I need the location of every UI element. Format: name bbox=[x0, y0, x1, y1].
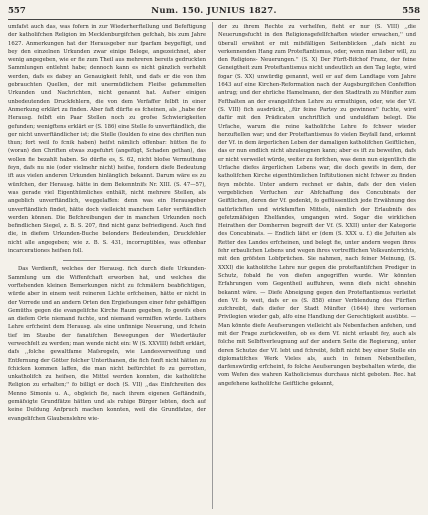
column-divider bbox=[212, 22, 213, 509]
left-paragraph-1: umfafst auch das, was fofern in zur Wiederherftellung und Befeftigung der katholifchen Religion im Mecklenburgifchen gefchah, bis zum Jahre 1627. Anmerkungen hat der Herausgeber nur fparfam beygefügt, und bey den einzelnen Urkunden zwar einige Belege, angezeichnet, aber wenig angegeben, wie er fie zum Theil aus mehreren bereits gedruckten Sammlungen entlehnt habe; dennoch kann es nicht gänzlich verhehlt werden, dafs es dabey an Genauigkeit fehlt, und dafs er die von ihm gebrauchten Quellen, der mit unermüdlichem Fleifse gefammelten Urkunden und Nachrichten, nicht genannt hat. Aufser einigen unbedeutenden Druckfehlern, die von dem Verfaffer felbft in einer Anmerkung erklärt zu finden. Aber faft dürfte es fcheinen, als ,,habe der Herausg. felbft ein Paar Stellen noch zu grofse Schwierigkeiten gefunden; wenigftens erklärt er (S. 186) eine Stelle fo unverftändlich, die ger nicht unverftändlicher ist; die Stelle (Ioulden fo eine des chriften nun thun; fort weil fo fcnik haben) heifst nämlich offenbar: hütten fie fo (woran) den Chriften etwas zugefuhrt (angefügt, Schaden gethan), das wollen fie bezahlt haben. So dürfte es, S. 62, nicht blofse Vermuthung feyn, dafs nu nie (oder vielmehr nicht) heifse, fondern diefe Bedeutung ift aus vielen anderen Urkunden hinlänglich bekannt. Darum wäre es zu wünfchen, der Herausg. hätte in dem Bekenntnifs Nr. XIII. (S. 47—57), was gerade viel Eigenthümliches enthält, nicht mehrere Stellen, als angeblich unverftändlich, weggelaffen: denn was ein Herausgeber unverftändlich findet, hätte doch vielleicht manchem Lefer verftändlich werden können. Die Befchreibungen der in manchen Urkunden noch befindlichen Siegel, z. B. S. 207, find nicht ganz befriedigend. Auch find die, in diefem Urkunden-Buche belonders Bedeutenden, Druckfehler nicht alle angegeben; wie z. B. S. 431, incorruptibles, was offenbar incarcerationes heifsen foll. bbox=[8, 24, 206, 255]
page-number-right: 558 bbox=[402, 6, 420, 16]
right-column bbox=[218, 23, 416, 509]
header-rule bbox=[8, 19, 420, 20]
issue-title: Num. 150. JUNIUS 1827. bbox=[151, 6, 277, 16]
page-number-left: 557 bbox=[8, 6, 26, 16]
right-paragraph-1: der zu ihrem Rechte zu verhelfen, fieht er nur (S. VIII) ,,die Neuerungsfucht in den Religionsgefellfchaften wieder erwachen,'' und überall erwähnt er mit mifsfälligen Seitenblicken ,,dafs nicht zu verkennenden Hang zum Proteftantismus, oder, wenn man lieber will, zu den Religions- Neuerungen.'' (S. X) Der Fürft-Bifchof Franz, der feine Geneigtheit zum Proteftantismus nicht undeutlich an den Tag legte, wird fogar (S. XX) unwürdig genannt, weil er auf dem Landtage vom Jahre 1643 auf eine Kirchen-Reformation nach der Augsburgifchen Confeffion antrug; und der ehrliche Hamelmann, der den Stadtrath zu Münfter zum Fefthalten an der evangelifchen Lehre zu ermuthigen, oder, wie der Vf. (S. VIII) fich ausdrückt, ,,für feine Partey zu gewinnen'' fuchte, wird dafür mit den Prädicaten unchriftlich und unduldfam belegt. Die Urfache, warum die reine katholifche Lehre fo fchwer wieder herzuftellen war; und der Proteftantismus fo vielen Beyfall fand, erkennt der Vf. in dem ärgerlichen Leben der damaligen katholifchen Geiftlichen, das er nun endlich nicht abzuleugnen kann; aber es ift zu beweifen, dafs er nicht verweilet würde, weiter zu forfchen, was denn nun eigentlich die Urfache diefes ärgerlichen Lebens war, die doch gewifs in dem, der katholifchen Kirche eigenthümlichen Inftitutionen nicht fchwer zu finden feyn möchte. Unter andern rechnet er dahin, dafs der den vielen vergeblichen Verfuchen zur Abfchaffung des Concubinats der Geiftlichen, deren der Vf. gedenkt, fo geflüssentlich jede Erwähnung des natürlichften und wirkfamften Mittels, nämlich der Erlaubnifs des gefetzmäfsigen Ehelfandes, umgangen wird. Sogar die wirklichen Heirathen der Domherren begreift der Vf. (S. XXII) unter der Kategorie des Concubinats. — Endlich läfst er (dem (S. XXX u. f.) die Jefuiten als Retter des Landes erfcheinen, und belegt fie, unter andern wegen ihres fehr erbaulichen Lebens und wegen ihres vortrefflichen Volksunterrichts, mit den gröfsten Lobfprüchen. Sie nahmen, nach feiner Meinung, (S. XXXI) die katholifche Lehre nur gegen die proteftantifchen Prediger in Schutz, fobald fie von diefen angegriffen wurde. Wir könnten Erfahrungen vom Gegentheil auffuhren, wenn diefs nicht ohnehin bekannt wäre. — Diefe Abneigung gegen den Proteftantismus verleitet den Vf. fo weit, dafs er es (S. 858) einer Verblendung des Fürften zufchreibt, dafs diefer der Stadt Münfter (1644) ihre verlornen Privilegien wieder gab, alfo eine Handlung der Gerechtigkeit ausübte. — Man könnte diefe Aeufserungen vielleicht als Nebenfachen anfehen, und mit der Frage zurückweifen, ob es dem Vf. nicht erlaubt fey, auch als folche mit Selbftverleugnung auf der andern Seite die Regierung, unter deren Schutze der Vf. lebt und fchreibt, felbft nicht bey einer Stelle ein diplomatifches Werk Vieles als, auch in feinen Nebentheilen, darfenswürdig erfcheint, fo folche Aeufserungen beybehalten würde, die vom Wefen des wahren Katholicismus durchaus nicht geboten. Rec. hat angefehene katholifche Geiftliche gekannt, bbox=[218, 24, 416, 387]
section-separator bbox=[63, 260, 151, 261]
page-header bbox=[8, 6, 420, 18]
left-paragraph-2: Das Verdienft, welches der Herausg. fich durch diefe Urkunden-Sammlung um die Wiffenfchaft erworben hat, und welches die vorftehenden kleinen Bemerkungen nicht zu fchmälern beabfichtigen, würde aber in einem weit reineren Lichte erfcheinen, hätte er nicht in der Vorrede und an andern Orten den Ergiefsungen einer fehr gehäffigen Gemüths gegen die evangelifche Kirche Raum gegeben, fo gewifs eben an diefem Orte niemand fuchte, und niemand vermiffen würde. Luthers Lehre erfcheint dem Herausg. als eine unfinnige Neuerung, und fchein tief im Staube der fanatifchen Bewegungen der Wiedertäufer verwechfelt zu werden; man wende nicht ein: W (S. XXVIII) felbft erklärt, dafs ,,folche gewaltfame Maſsregeln, wie Landesverweifung und Entfernung der Götter folcher Unterthanen, die fich fonft nicht hätten zu fchicken kommen laffen, die man nicht befürchtet fo zu gerrotten, unkatholifch zu heifsen, die Mittel werden konnten, die katholifche Religion zu erhalten;'' fo billigt er doch (S. VII) ,,das Einfchreiten des Menno Simonis u. A., obgleich fie, nach ihrem eigenen Geftändnifs, gemäfsigte Grundfätze hätten und als ruhige Bürger lebten, doch auf keine Duldung Anfpruch machen konnten, weil die Grundfatze, der evangelifchen Glaubenslehre wie- bbox=[8, 266, 206, 422]
left-column bbox=[8, 23, 206, 509]
